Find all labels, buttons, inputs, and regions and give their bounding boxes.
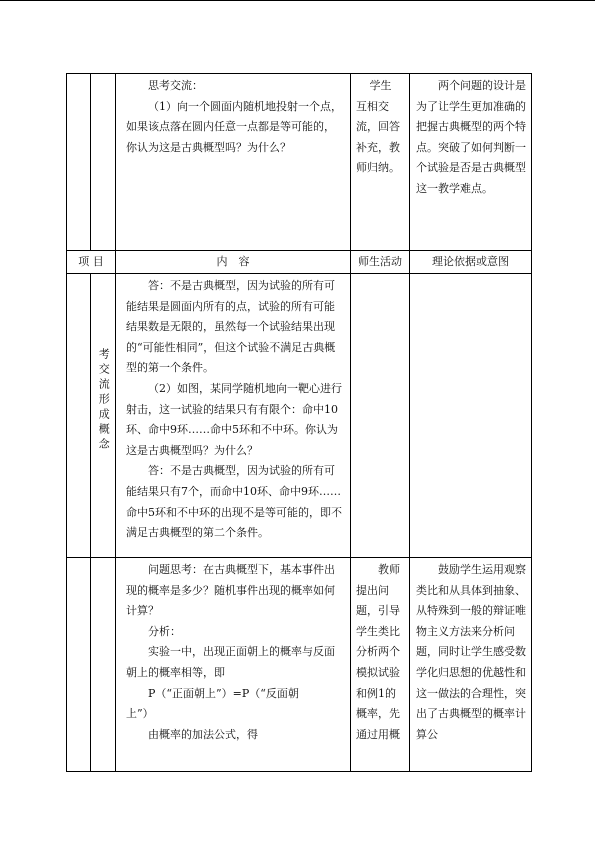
header-content: 内 容 xyxy=(116,251,351,274)
header-item: 项 目 xyxy=(67,251,116,274)
cell-basis xyxy=(410,558,532,772)
question-1: （1）向一个圆面内随机地投射一个点，如果该点落在圆内任意一点都是等可能的，你认为这是古典概型吗？为什么？ xyxy=(126,99,342,154)
cell-item-right xyxy=(91,74,116,251)
header-rule xyxy=(0,0,595,1)
formula-line-2: 上”） xyxy=(126,707,154,721)
analysis-label: 分析： xyxy=(148,624,181,638)
row-concept xyxy=(67,274,532,558)
discussion-heading: 思考交流： xyxy=(148,79,203,92)
cell-activity xyxy=(351,274,410,558)
cell-activity xyxy=(351,558,410,772)
activity-rest: 互相交流，回答补充，教师归纳。 xyxy=(356,99,400,175)
cell-activity xyxy=(351,74,410,251)
row-probability xyxy=(67,558,532,772)
header-basis: 理论依据或意图 xyxy=(410,251,532,274)
cell-item-right xyxy=(91,274,116,558)
header-activity: 师生活动 xyxy=(351,251,410,274)
question-2: （2）如图，某同学随机地向一靶心进行射击，这一试验的结果只有有限个：命中10环、命中9环……命中5环和不中环。你认为这是古典概型吗？为什么？ xyxy=(126,381,342,457)
basis-text: 鼓励学生运用观察类比和从具体到抽象、从特殊到一般的辩证唯物主义方法来分析问题，同时让学生感受数学化归思想的优越性和这一做法的合理性，突出了古典概型的概率计算公 xyxy=(416,563,526,741)
answer-1: 答：不是古典概型，因为试验的所有可能结果是圆面内所有的点，试验的所有可能结果数是无限的，虽然每一个试验结果出现的“可能性相同”，但这个试验不满足古典概型的第一个条件。 xyxy=(126,279,336,375)
experiment-text: 实验一中，出现正面朝上的概率与反面朝上的概率相等，即 xyxy=(126,645,335,679)
thinking-question: 问题思考：在古典概型下，基本事件出现的概率是多少？随机事件出现的概率如何计算？ xyxy=(126,563,335,618)
cell-content xyxy=(116,558,351,772)
cell-item-left xyxy=(67,74,91,251)
basis-text: 两个问题的设计是为了让学生更加准确的把握古典概型的两个特点。突破了如何判断一个试验是否是古典概型这一教学难点。 xyxy=(416,79,526,195)
activity-first: 学生 xyxy=(369,79,392,92)
cell-item-left xyxy=(67,558,91,772)
side-label: 考交流形成概念 xyxy=(97,348,111,453)
cell-basis xyxy=(410,74,532,251)
lesson-plan-table xyxy=(66,73,532,772)
activity-text: 教师提出问题，引导学生类比分析两个模拟试验和例1的概率，先通过用概 xyxy=(356,563,400,741)
cell-basis xyxy=(410,274,532,558)
cell-content xyxy=(116,274,351,558)
cell-content xyxy=(116,74,351,251)
cell-item-left xyxy=(67,274,91,558)
answer-2: 答：不是古典概型，因为试验的所有可能结果只有7个，而命中10环、命中9环……命中5环和不中环的出现不是等可能的，即不满足古典概型的第二个条件。 xyxy=(126,464,342,540)
addition-rule-text: 由概率的加法公式，得 xyxy=(148,727,258,741)
cell-item-right xyxy=(91,558,116,772)
row-discussion xyxy=(67,74,532,251)
formula-line-1: P（“正面朝上”）=P（“反面朝 xyxy=(148,686,299,700)
header-row xyxy=(67,251,532,274)
